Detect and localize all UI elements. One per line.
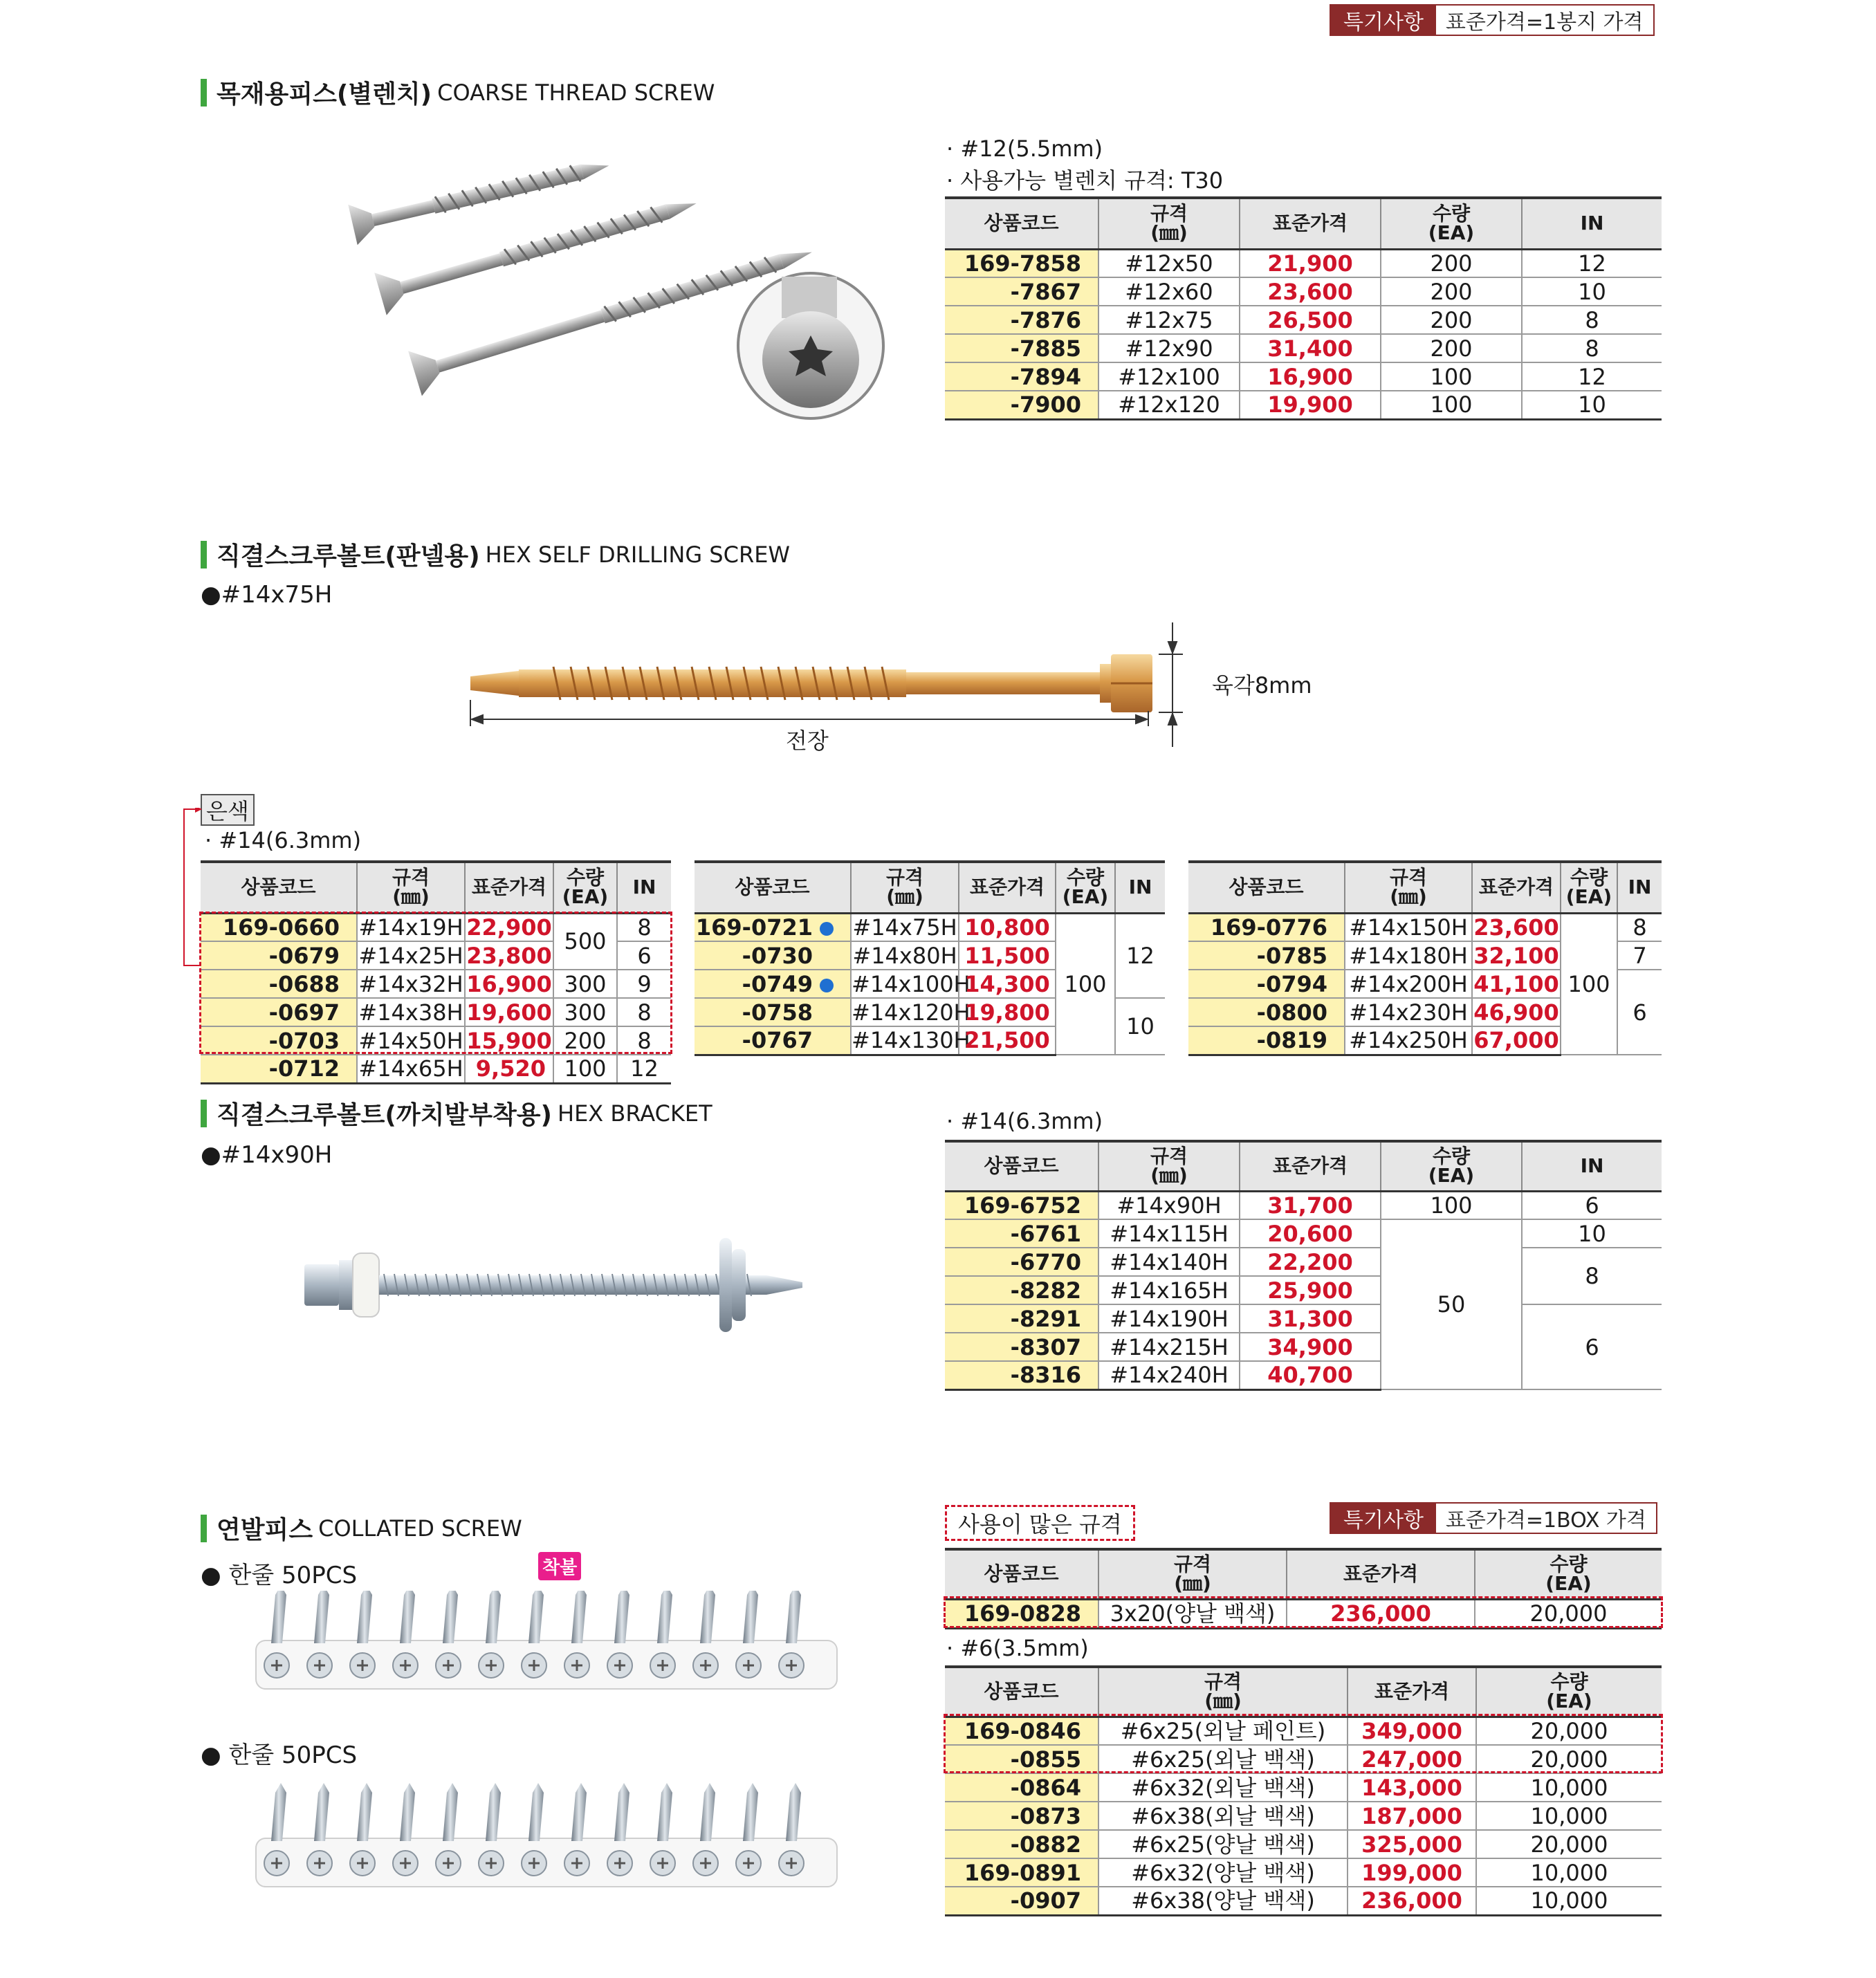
table-row: -6761 #14x115H 20,600 50 10 [945,1219,1662,1248]
th-price: 표준가격 [1348,1667,1476,1717]
coarse-table [945,196,1662,420]
table-row: -0767 #14x130H 21,500 [695,1026,1165,1055]
cell-spec: #12x60 [1098,277,1240,306]
cell-spec: #12x120 [1098,391,1240,419]
cell-spec: #12x90 [1098,334,1240,362]
table-row [945,334,1662,362]
cell-spec: #6x25(외날 페인트) [1098,1717,1348,1745]
th-spec: 규격 (㎜) [357,862,465,913]
bracket-title-en: HEX BRACKET [558,1100,712,1127]
cell-price: 23,600 [1240,277,1381,306]
table-row [945,1802,1662,1830]
cell-code: -7894 [945,362,1098,391]
cell-qty: 10,000 [1476,1773,1662,1802]
cell-qty: 10,000 [1476,1887,1662,1915]
table-row: -8282 #14x165H 25,900 [945,1276,1662,1304]
collated-screw-shaft [657,1783,672,1841]
cell-qty: 200 [1381,277,1522,306]
title-bar [201,1515,207,1542]
collated-screw-shaft [486,1591,501,1643]
collated-title-ko: 연발피스 [217,1516,313,1544]
th-spec: 규격 (㎜) [1345,862,1472,913]
th-qty: 수량 (EA) [1475,1549,1662,1599]
frequent-spec-label: 사용이 많은 규격 [945,1505,1135,1541]
table-row: -0800 #14x230H 46,900 [1188,998,1662,1026]
th-spec: 규격 (㎜) [1098,1549,1287,1599]
table-row [945,1887,1662,1915]
bracket-screw-image [304,1224,816,1349]
collated-screw-shaft [400,1591,415,1643]
table-row [945,1717,1662,1745]
cod-badge: 착불 [538,1552,581,1580]
collated-strip-image-1 [249,1591,844,1701]
table-row [945,306,1662,334]
collated-screw-shaft [571,1591,587,1643]
cell-code: -7867 [945,277,1098,306]
th-in: IN [1522,1141,1662,1191]
hexdrill-note: · #14(6.3mm) [205,827,362,853]
hexdrill-table-1 [201,860,671,1084]
collated-screw-shaft [443,1591,458,1643]
dim-length-label: 전장 [786,728,829,754]
table-row: -8316 #14x240H 40,700 [945,1361,1662,1389]
cell-in: 10 [1522,391,1662,419]
cell-code: 169-0891 [945,1858,1098,1887]
cell-spec: #6x25(양날 백색) [1098,1830,1348,1858]
coarse-title-en: COARSE THREAD SCREW [437,79,715,106]
table-row: -0679 #14x25H 23,800 6 [201,941,671,970]
cell-price: 31,400 [1240,334,1381,362]
collated-screw-shaft [357,1591,372,1643]
cell-price: 247,000 [1348,1745,1476,1773]
collated-screw-shaft [743,1591,758,1643]
collated-screw-shaft [571,1783,587,1841]
th-price: 표준가격 [1240,1141,1381,1191]
collated-screw-shaft [700,1783,715,1841]
collated-screw-shaft [614,1591,629,1643]
collated-strip-image-2 [249,1771,844,1895]
cell-code: 169-0846 [945,1717,1098,1745]
dim-hex-label: 육각8mm [1212,672,1312,699]
cell-spec: #6x32(외날 백색) [1098,1773,1348,1802]
blue-dot-marker [820,922,834,936]
cell-in: 12 [1522,362,1662,391]
cell-in: 8 [1522,306,1662,334]
th-code: 상품코드 [945,1141,1098,1191]
cell-qty: 100 [1381,391,1522,419]
th-qty: 수량 (EA) [1056,862,1115,913]
collated-screw-shaft [271,1783,286,1841]
table-row: -8291 #14x190H 31,300 6 [945,1304,1662,1333]
table-row: -6770 #14x140H 22,200 8 [945,1248,1662,1276]
th-qty: 수량 (EA) [1381,198,1522,249]
th-price: 표준가격 [959,862,1056,913]
collated-screw-shaft [786,1591,801,1643]
th-code: 상품코드 [695,862,851,913]
bracket-bullet: ●#14x90H [201,1141,333,1169]
cell-price: 187,000 [1348,1802,1476,1830]
th-code: 상품코드 [201,862,357,913]
collated-screw-shaft [443,1783,458,1841]
table-row [945,1745,1662,1773]
cell-spec: #12x75 [1098,306,1240,334]
cell-qty: 20,000 [1476,1717,1662,1745]
cell-code: -0882 [945,1830,1098,1858]
bracket-title-ko: 직결스크루볼트(까치발부착용) [217,1101,552,1129]
cell-spec: #12x50 [1098,249,1240,277]
table-row: -0730 #14x80H 11,500 [695,941,1165,970]
th-code: 상품코드 [945,198,1098,249]
th-price: 표준가격 [465,862,553,913]
title-bar [201,79,207,107]
th-qty: 수량 (EA) [553,862,617,913]
cell-in: 12 [1522,249,1662,277]
cell-qty: 200 [1381,334,1522,362]
cell-qty: 20,000 [1476,1830,1662,1858]
collated-screw-shaft [271,1591,286,1643]
hexdrill-title-ko: 직결스크루볼트(판넬용) [217,542,480,571]
coarse-title-ko: 목재용피스(별렌치) [217,80,432,109]
collated-note: · #6(3.5mm) [946,1635,1089,1661]
hexdrill-screw-image [457,622,1321,761]
coarse-section-title [201,75,715,110]
th-spec: 규격 (㎜) [851,862,959,913]
bracket-note: · #14(6.3mm) [946,1108,1103,1134]
collated-screw-shaft [614,1783,629,1841]
collated-screw-shaft [528,1591,544,1643]
cell-in: 10 [1522,277,1662,306]
cell-price: 349,000 [1348,1717,1476,1745]
th-in: IN [1522,198,1662,249]
coarse-note-wrench: · 사용가능 별렌치 규격: T30 [946,167,1224,194]
table-row: -0794 #14x200H 41,100 6 [1188,970,1662,998]
cell-code: -7885 [945,334,1098,362]
notice-label: 특기사항 [1331,1504,1436,1533]
th-in: IN [1115,862,1165,913]
collated-single-table [945,1548,1662,1629]
th-price: 표준가격 [1240,198,1381,249]
table-row: -8307 #14x215H 34,900 [945,1333,1662,1361]
table-row [945,249,1662,277]
cell-code: -0864 [945,1773,1098,1802]
cell-spec: #6x32(양날 백색) [1098,1858,1348,1887]
collated-screw-shaft [314,1591,329,1643]
collated-table [945,1665,1662,1916]
cell-price: 325,000 [1348,1830,1476,1858]
title-bar [201,541,207,569]
th-price: 표준가격 [1472,862,1561,913]
cell-code: -0855 [945,1745,1098,1773]
th-spec: 규격 (㎜) [1098,198,1240,249]
coarse-screw-image [339,159,892,450]
table-row: -0819 #14x250H 67,000 [1188,1026,1662,1055]
cell-qty: 20,000 [1476,1745,1662,1773]
collated-bullet-2: ● 한줄 50PCS [201,1741,358,1769]
hexdrill-table-2 [695,860,1165,1056]
hexdrill-table-3 [1188,860,1662,1056]
table-row [945,1773,1662,1802]
th-in: IN [617,862,671,913]
notice-label: 특기사항 [1331,6,1436,35]
collated-screw-shaft [786,1783,801,1841]
cell-price: 143,000 [1348,1773,1476,1802]
cell-qty: 200 [1381,249,1522,277]
silver-tag: 은색 [201,794,255,826]
box-notice [1330,1502,1657,1534]
th-price: 표준가격 [1287,1549,1475,1599]
cell-qty: 100 [1381,362,1522,391]
table-row: 169-0721 #14x75H 10,800 100 12 [695,913,1165,941]
table-row: 169-0828 3x20(양날 백색) 236,000 20,000 [945,1599,1662,1628]
table-row: 169-6752 #14x90H 31,700 100 6 [945,1191,1662,1219]
table-row: -0758 #14x120H 19,800 10 [695,998,1165,1026]
th-code: 상품코드 [945,1549,1098,1599]
table-row [945,362,1662,391]
table-row: 169-0660 #14x19H 22,900 500 8 [201,913,671,941]
th-spec: 규격 (㎜) [1098,1667,1348,1717]
cell-qty: 10,000 [1476,1802,1662,1830]
cell-qty: 10,000 [1476,1858,1662,1887]
th-code: 상품코드 [1188,862,1345,913]
cell-code: 169-7858 [945,249,1098,277]
table-row [945,1858,1662,1887]
cell-code: -7900 [945,391,1098,419]
notice-value: 표준가격=1BOX 가격 [1436,1504,1656,1533]
collated-section-title [201,1510,522,1546]
cell-price: 199,000 [1348,1858,1476,1887]
table-row: 169-0776 #14x150H 23,600 100 8 [1188,913,1662,941]
hexdrill-bullet: ●#14x75H [201,581,333,609]
collated-screw-shaft [400,1783,415,1841]
cell-code: -0907 [945,1887,1098,1915]
cell-price: 19,900 [1240,391,1381,419]
collated-screw-shaft [314,1783,329,1841]
cell-spec: #6x25(외날 백색) [1098,1745,1348,1773]
th-qty: 수량 (EA) [1476,1667,1662,1717]
cell-price: 16,900 [1240,362,1381,391]
blue-dot-marker [820,979,834,992]
th-qty: 수량 (EA) [1561,862,1617,913]
table-row: -0785 #14x180H 32,100 7 [1188,941,1662,970]
cell-qty: 200 [1381,306,1522,334]
bracket-section-title [201,1096,712,1131]
cell-price: 26,500 [1240,306,1381,334]
collated-screw-shaft [657,1591,672,1643]
table-row: -0712 #14x65H 9,520 100 12 [201,1055,671,1083]
th-in: IN [1617,862,1662,913]
hexdrill-section-title [201,537,790,572]
cell-code: -7876 [945,306,1098,334]
collated-screw-shaft [357,1783,372,1841]
th-spec: 규격 (㎜) [1098,1141,1240,1191]
cell-code: -0873 [945,1802,1098,1830]
cell-spec: #6x38(양날 백색) [1098,1887,1348,1915]
table-row: -0749 #14x100H 14,300 [695,970,1165,998]
th-qty: 수량 (EA) [1381,1141,1522,1191]
table-row: -0697 #14x38H 19,600 300 8 [201,998,671,1026]
table-row [945,1830,1662,1858]
table-row: -0703 #14x50H 15,900 200 8 [201,1026,671,1055]
collated-title-en: COLLATED SCREW [318,1515,522,1542]
table-row [945,277,1662,306]
top-notice [1330,4,1655,36]
hexdrill-title-en: HEX SELF DRILLING SCREW [485,541,791,568]
collated-screw-shaft [528,1783,544,1841]
collated-bullet-1: ● 한줄 50PCS [201,1562,358,1589]
cell-spec: #12x100 [1098,362,1240,391]
collated-screw-shaft [700,1591,715,1643]
cell-price: 21,900 [1240,249,1381,277]
th-code: 상품코드 [945,1667,1098,1717]
bracket-table [945,1140,1662,1391]
notice-value: 표준가격=1봉지 가격 [1436,6,1653,35]
title-bar [201,1100,207,1127]
collated-screw-shaft [486,1783,501,1841]
cell-spec: #6x38(외날 백색) [1098,1802,1348,1830]
table-row [945,391,1662,419]
table-row: -0688 #14x32H 16,900 300 9 [201,970,671,998]
collated-screw-shaft [743,1783,758,1841]
cell-price: 236,000 [1348,1887,1476,1915]
cell-in: 8 [1522,334,1662,362]
coarse-note-size: · #12(5.5mm) [946,136,1103,162]
